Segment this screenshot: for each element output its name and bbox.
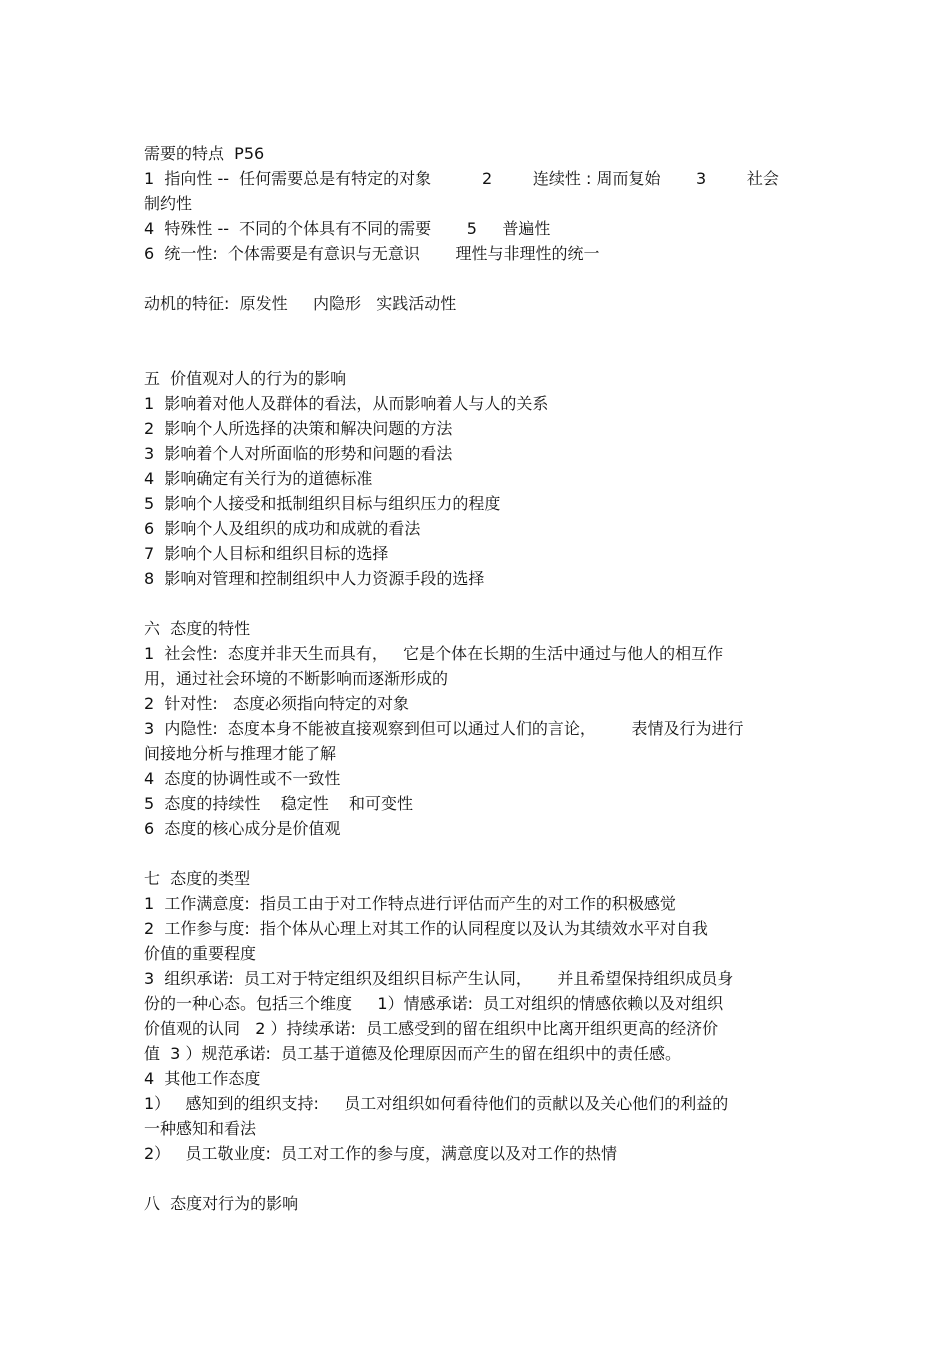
text-line: 6 统一性: 个体需要是有意识与无意识 理性与非理性的统一 [144,244,600,263]
text-line: 动机的特征: 原发性 内隐形 实践活动性 [144,294,457,313]
section-heading: 五 价值观对人的行为的影响 [144,369,347,388]
list-item: 间接地分析与推理才能了解 [144,744,337,763]
list-item: 6 影响个人及组织的成功和成就的看法 [144,519,421,538]
section-heading: 六 态度的特性 [144,619,251,638]
list-item: 1 影响着对他人及群体的看法，从而影响着人与人的关系 [144,394,549,413]
section-motivation-characteristics [144,291,814,316]
section-heading: 八 态度对行为的影响 [144,1194,299,1213]
document-page [144,141,814,1216]
section-heading: 七 态度的类型 [144,869,251,888]
list-item: 一种感知和看法 [144,1119,257,1138]
list-item: 4 影响确定有关行为的道德标准 [144,469,373,488]
list-item: 3 影响着个人对所面临的形势和问题的看法 [144,444,453,463]
list-item: 值 3 ）规范承诺: 员工基于道德及伦理原因而产生的留在组织中的责任感。 [144,1044,682,1063]
list-item: 2 针对性: 态度必须指向特定的对象 [144,694,410,713]
list-item: 5 态度的持续性 稳定性 和可变性 [144,794,414,813]
spacer [144,591,814,616]
text-line: 制约性 [144,194,193,213]
list-item: 2 影响个人所选择的决策和解决问题的方法 [144,419,453,438]
section-need-characteristics [144,141,814,266]
list-item: 1 社会性: 态度并非天生而具有， 它是个体在长期的生活中通过与他人的相互作 [144,644,724,663]
list-item: 1） 感知到的组织支持: 员工对组织如何看待他们的贡献以及关心他们的利益的 [144,1094,729,1113]
text-line: 1 指向性 -- 任何需要总是有特定的对象 2 连续性 : 周而复始 3 社会 [144,169,779,188]
spacer [144,841,814,866]
list-item: 4 态度的协调性或不一致性 [144,769,341,788]
list-item: 6 态度的核心成分是价值观 [144,819,341,838]
list-item: 5 影响个人接受和抵制组织目标与组织压力的程度 [144,494,501,513]
section-attitude-behavior [144,1191,814,1216]
list-item: 3 组织承诺: 员工对于特定组织及组织目标产生认同， 并且希望保持组织成员身 [144,969,734,988]
list-item: 3 内隐性: 态度本身不能被直接观察到但可以通过人们的言论， 表情及行为进行 [144,719,744,738]
text-line: 4 特殊性 -- 不同的个体具有不同的需要 5 普遍性 [144,219,551,238]
spacer [144,1166,814,1191]
list-item: 2 工作参与度: 指个体从心理上对其工作的认同程度以及认为其绩效水平对自我 [144,919,708,938]
section-values-influence [144,366,814,591]
list-item: 1 工作满意度: 指员工由于对工作特点进行评估而产生的对工作的积极感觉 [144,894,676,913]
list-item: 7 影响个人目标和组织目标的选择 [144,544,389,563]
heading-need-characteristics: 需要的特点 P56 [144,144,265,163]
list-item: 4 其他工作态度 [144,1069,261,1088]
list-item: 用，通过社会环境的不断影响而逐渐形成的 [144,669,449,688]
list-item: 份的一种心态。包括三个维度 1）情感承诺: 员工对组织的情感依赖以及对组织 [144,994,724,1013]
list-item: 价值的重要程度 [144,944,257,963]
section-attitude-properties [144,616,814,841]
spacer [144,316,814,366]
list-item: 2） 员工敬业度: 员工对工作的参与度，满意度以及对工作的热情 [144,1144,618,1163]
spacer [144,266,814,291]
section-attitude-types [144,866,814,1166]
list-item: 8 影响对管理和控制组织中人力资源手段的选择 [144,569,485,588]
list-item: 价值观的认同 2 ）持续承诺: 员工感受到的留在组织中比离开组织更高的经济价 [144,1019,719,1038]
